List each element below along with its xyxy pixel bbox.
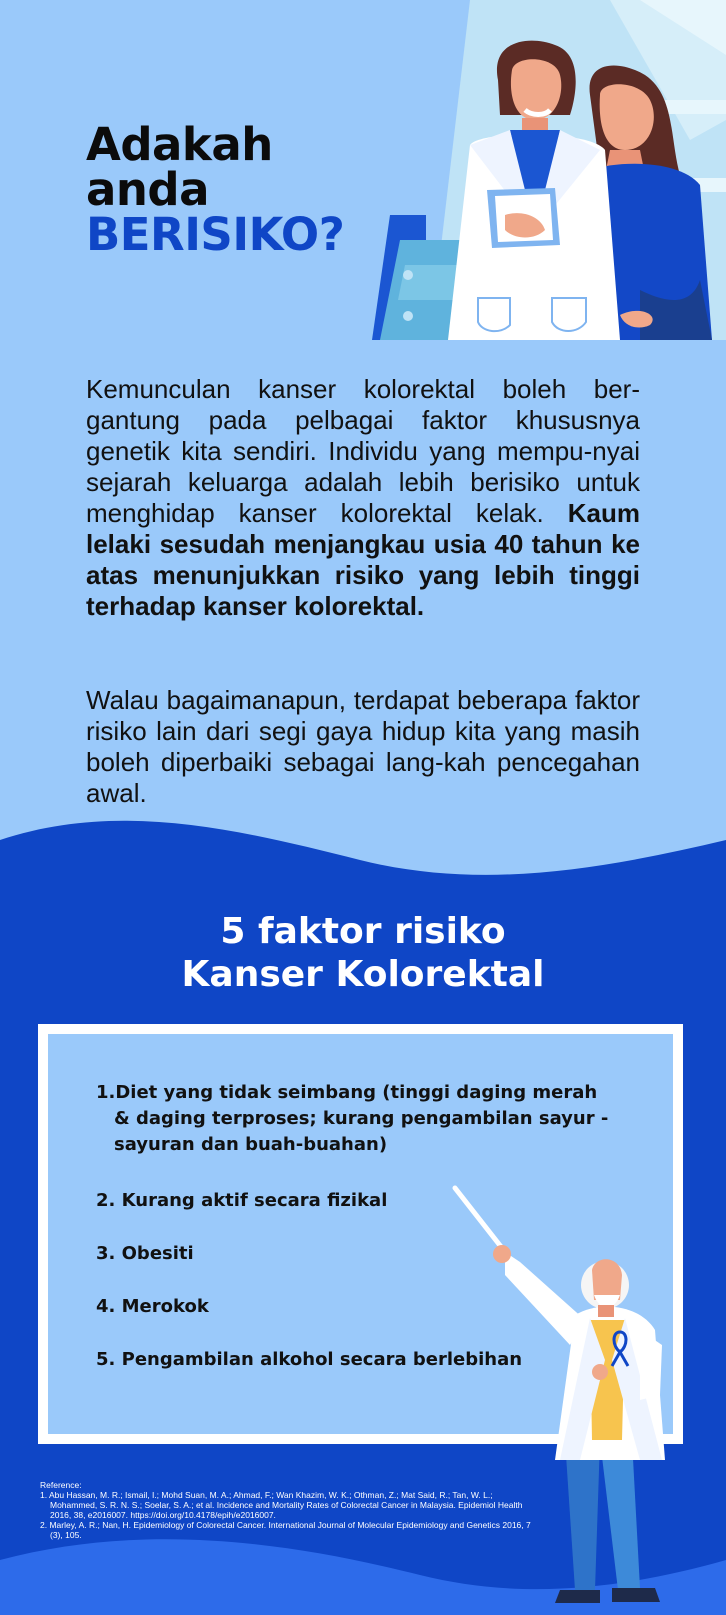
factor-item-3: 3. Obesiti <box>96 1243 194 1264</box>
title-line1: Adakah <box>86 118 273 171</box>
reference-1: 1. Abu Hassan, M. R.; Ismail, I.; Mohd Suan, M. A.; Ahmad, F.; Wan Khazim, W. K.; Othman, Z.; Mat Said, R.; Tan, W. L.; Mohammed, S. R. N. S.; Soelar, S. A.; et al. Incidence and Mortality Rates of Colorectal Cancer in Malaysia. Epidemiol Health 2016, 38, e2016007. https://doi.org/10.4178/epih/e2016007. <box>40 1490 523 1520</box>
factor-item-5: 5. Pengambilan alkohol secara berlebihan <box>96 1349 523 1370</box>
intro-bold-text: Kaum lelaki sesudah menjangkau usia 40 tahun ke atas menunjukkan risiko yang lebih tinggi terhadap kanser kolorektal. <box>86 498 640 621</box>
section-title-line2: Kanser Kolorektal <box>181 954 545 995</box>
reference-2: 2. Marley, A. R.; Nan, H. Epidemiology of Colorectal Cancer. International Journal of Molecular Epidemiology and Genetics 2016, 7 (3), 105. <box>40 1520 531 1540</box>
title-line2: anda <box>86 163 209 216</box>
factor-item-2: 2. Kurang aktif secara fizikal <box>96 1190 388 1211</box>
reference-block <box>40 1480 540 1540</box>
intro-paragraph-2: Walau bagaimanapun, terdapat beberapa faktor risiko lain dari segi gaya hidup kita yang masih boleh diperbaiki sebagai lang-kah pencegahan awal. <box>86 685 640 808</box>
section-title-line1: 5 faktor risiko <box>220 911 506 952</box>
factor-item-4: 4. Merokok <box>96 1296 209 1317</box>
reference-heading: Reference: <box>40 1480 82 1490</box>
factor-item-1-rest: & daging terproses; kurang pengambilan sayur - sayuran dan buah-buahan) <box>114 1108 609 1155</box>
factor-item-1-first: 1.Diet yang tidak seimbang (tinggi daging merah <box>96 1082 598 1103</box>
intro-normal-text: Kemunculan kanser kolorektal boleh ber-gantung pada pelbagai faktor khususnya genetik kita sendiri. Individu yang mempu-nyai sejarah keluarga adalah lebih berisiko untuk menghidap kanser kolorektal kelak. <box>86 374 640 528</box>
title-highlight: BERISIKO? <box>86 208 345 261</box>
